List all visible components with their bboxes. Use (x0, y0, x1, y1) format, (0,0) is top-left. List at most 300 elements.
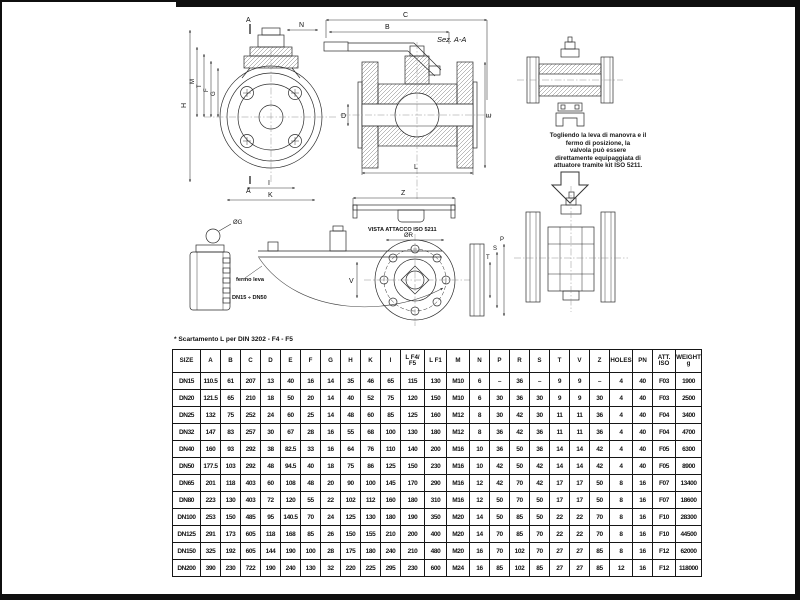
value-cell: 3400 (676, 407, 702, 424)
lever-swing-drawing (245, 226, 443, 307)
value-cell: 230 (425, 458, 447, 475)
value-cell: 24 (321, 509, 341, 526)
dim-label-a-bottom: A (246, 188, 251, 195)
value-cell: 103 (221, 458, 241, 475)
value-cell: 8 (470, 424, 490, 441)
value-cell: 50 (490, 509, 510, 526)
iso-bracket-caption: VISTA ATTACCO ISO 5211 (368, 227, 437, 233)
page-border-bottom (0, 594, 800, 600)
dim-label-t2: T (486, 255, 490, 261)
value-cell: 20 (301, 390, 321, 407)
note-line: Togliendo la leva di manovra e il (549, 132, 647, 139)
value-cell: 168 (281, 526, 301, 543)
dim-label-z: Z (401, 190, 406, 197)
table-row (173, 560, 702, 577)
value-cell: 16 (321, 424, 341, 441)
value-cell: 177.5 (201, 458, 221, 475)
value-cell: 82.5 (281, 441, 301, 458)
value-cell: 27 (550, 560, 570, 577)
iso-bracket-drawing (353, 205, 455, 222)
value-cell: 16 (633, 492, 653, 509)
value-cell: 75 (341, 458, 361, 475)
value-cell: 22 (570, 509, 590, 526)
value-cell: 28 (301, 424, 321, 441)
table-row (173, 526, 702, 543)
value-cell: 14 (321, 373, 341, 390)
value-cell: 390 (201, 560, 221, 577)
value-cell: 4700 (676, 424, 702, 441)
value-cell: F03 (653, 390, 676, 407)
size-cell: DN50 (173, 458, 201, 475)
value-cell: 27 (570, 543, 590, 560)
value-cell: 42 (510, 424, 530, 441)
note-line: valvola può essere (569, 147, 627, 155)
value-cell: M16 (447, 441, 470, 458)
column-header: HOLES (610, 350, 633, 373)
value-cell: 40 (633, 373, 653, 390)
value-cell: 16 (633, 509, 653, 526)
value-cell: 14 (321, 407, 341, 424)
value-cell: 14 (550, 458, 570, 475)
value-cell: 17 (570, 475, 590, 492)
value-cell: 50 (281, 390, 301, 407)
value-cell: 2500 (676, 390, 702, 407)
table-row (173, 475, 702, 492)
value-cell: 85 (530, 560, 550, 577)
value-cell: 13400 (676, 475, 702, 492)
column-header: P (490, 350, 510, 373)
value-cell: 600 (425, 560, 447, 577)
column-header: ATT. ISO (653, 350, 676, 373)
dim-label-n: N (299, 22, 305, 29)
value-cell: 65 (221, 390, 241, 407)
page-border-top (176, 0, 800, 7)
value-cell: 110 (381, 441, 401, 458)
actuator-ready-valve-drawing (514, 186, 628, 312)
value-cell: 17 (550, 475, 570, 492)
column-header: D (261, 350, 281, 373)
value-cell: 120 (281, 492, 301, 509)
value-cell: 85 (381, 407, 401, 424)
value-cell: 230 (401, 560, 425, 577)
value-cell: 16 (470, 560, 490, 577)
value-cell: 130 (425, 373, 447, 390)
value-cell: 76 (361, 441, 381, 458)
value-cell: 140 (401, 441, 425, 458)
value-cell: 85 (510, 509, 530, 526)
value-cell: 8 (610, 475, 633, 492)
column-header: V (570, 350, 590, 373)
value-cell: 36 (490, 424, 510, 441)
lever-stop-label: fermo leva (236, 277, 264, 283)
value-cell: 6 (470, 390, 490, 407)
value-cell: 11 (570, 424, 590, 441)
value-cell: 115 (401, 373, 425, 390)
value-cell: 52 (361, 390, 381, 407)
value-cell: F05 (653, 441, 676, 458)
iso-pad-dimensions (357, 240, 504, 316)
value-cell: 64 (341, 441, 361, 458)
column-header: R (510, 350, 530, 373)
value-cell: 350 (425, 509, 447, 526)
table-row (173, 543, 702, 560)
size-cell: DN15 (173, 373, 201, 390)
value-cell: 70 (510, 492, 530, 509)
value-cell: 110.5 (201, 373, 221, 390)
value-cell: 1900 (676, 373, 702, 390)
size-cell: DN40 (173, 441, 201, 458)
actuator-note (512, 132, 684, 170)
value-cell: 50 (490, 492, 510, 509)
page-border-left (0, 0, 2, 600)
value-cell: F03 (653, 373, 676, 390)
size-cell: DN100 (173, 509, 201, 526)
value-cell: 230 (221, 560, 241, 577)
dim-label-v: V (349, 278, 354, 285)
value-cell: 144 (261, 543, 281, 560)
value-cell: M16 (447, 458, 470, 475)
column-header: C (241, 350, 261, 373)
dim-label-g: G (211, 91, 217, 96)
value-cell: 14 (570, 441, 590, 458)
value-cell: 102 (341, 492, 361, 509)
value-cell: 36 (510, 373, 530, 390)
value-cell: 192 (221, 543, 241, 560)
value-cell: 50 (530, 509, 550, 526)
value-cell: 40 (633, 390, 653, 407)
value-cell: 60 (361, 407, 381, 424)
value-cell: – (530, 373, 550, 390)
value-cell: 485 (241, 509, 261, 526)
table-row (173, 509, 702, 526)
value-cell: 155 (361, 526, 381, 543)
value-cell: 112 (361, 492, 381, 509)
value-cell: 190 (261, 560, 281, 577)
dim-label-a-top: A (246, 17, 251, 24)
column-header: F (301, 350, 321, 373)
value-cell: M20 (447, 543, 470, 560)
value-cell: 118000 (676, 560, 702, 577)
note-line: attuatore tramite kit ISO 5211. (553, 162, 643, 170)
value-cell: 180 (425, 424, 447, 441)
size-cell: DN25 (173, 407, 201, 424)
value-cell: 130 (221, 492, 241, 509)
value-cell: 40 (341, 390, 361, 407)
value-cell: 722 (241, 560, 261, 577)
value-cell: 36 (510, 390, 530, 407)
value-cell: 85 (510, 526, 530, 543)
value-cell: 46 (361, 373, 381, 390)
value-cell: 292 (241, 458, 261, 475)
value-cell: 55 (301, 492, 321, 509)
value-cell: 30 (530, 407, 550, 424)
value-cell: 33 (301, 441, 321, 458)
value-cell: 210 (401, 543, 425, 560)
table-row (173, 407, 702, 424)
value-cell: 403 (241, 475, 261, 492)
value-cell: 36 (590, 407, 610, 424)
value-cell: 150 (401, 458, 425, 475)
value-cell: 14 (550, 441, 570, 458)
value-cell: 93 (221, 441, 241, 458)
value-cell: 160 (381, 492, 401, 509)
value-cell: 50 (510, 441, 530, 458)
value-cell: F04 (653, 407, 676, 424)
page-border-right (795, 0, 800, 600)
dim-label-i: I (268, 180, 270, 187)
size-cell: DN125 (173, 526, 201, 543)
value-cell: 8900 (676, 458, 702, 475)
value-cell: 16 (633, 475, 653, 492)
value-cell: 50 (530, 492, 550, 509)
value-cell: 30 (490, 390, 510, 407)
note-line: direttamente equipaggiata di (555, 154, 641, 162)
value-cell: 210 (381, 526, 401, 543)
table-header-row (173, 350, 702, 373)
value-cell: 102 (510, 560, 530, 577)
value-cell: 20 (321, 475, 341, 492)
value-cell: 70 (490, 526, 510, 543)
value-cell: M20 (447, 509, 470, 526)
value-cell: 70 (510, 475, 530, 492)
value-cell: 14 (321, 390, 341, 407)
value-cell: 36 (530, 441, 550, 458)
value-cell: 8 (610, 526, 633, 543)
value-cell: 190 (401, 509, 425, 526)
value-cell: 9 (570, 390, 590, 407)
value-cell: 605 (241, 543, 261, 560)
value-cell: 118 (221, 475, 241, 492)
value-cell: 18 (321, 458, 341, 475)
value-cell: 9 (550, 373, 570, 390)
value-cell: 8 (610, 492, 633, 509)
dim-label-p: P (500, 237, 505, 243)
value-cell: 16 (633, 560, 653, 577)
table-row (173, 441, 702, 458)
value-cell: M16 (447, 492, 470, 509)
value-cell: M10 (447, 373, 470, 390)
value-cell: 42 (530, 475, 550, 492)
value-cell: 100 (301, 543, 321, 560)
dn-range-label: DN15 ÷ DN50 (232, 295, 267, 301)
column-header: K (361, 350, 381, 373)
value-cell: 190 (281, 543, 301, 560)
size-cell: DN65 (173, 475, 201, 492)
value-cell: 55 (341, 424, 361, 441)
value-cell: 200 (425, 441, 447, 458)
page-border-top-left (0, 0, 176, 2)
size-cell: DN80 (173, 492, 201, 509)
size-cell: DN32 (173, 424, 201, 441)
value-cell: 480 (425, 543, 447, 560)
value-cell: 42 (490, 458, 510, 475)
value-cell: 292 (241, 441, 261, 458)
side-view-valve-drawing (517, 37, 623, 126)
value-cell: 223 (201, 492, 221, 509)
value-cell: 18 (261, 390, 281, 407)
column-header: PN (633, 350, 653, 373)
value-cell: 75 (221, 407, 241, 424)
column-header: T (550, 350, 570, 373)
column-header: I (381, 350, 401, 373)
value-cell: 60 (261, 475, 281, 492)
value-cell: 120 (401, 390, 425, 407)
value-cell: 70 (590, 509, 610, 526)
value-cell: 12 (470, 475, 490, 492)
value-cell: 100 (361, 475, 381, 492)
value-cell: 40 (633, 407, 653, 424)
value-cell: – (490, 373, 510, 390)
value-cell: 11 (570, 407, 590, 424)
value-cell: 42 (510, 407, 530, 424)
value-cell: 16 (301, 373, 321, 390)
value-cell: 125 (381, 458, 401, 475)
value-cell: 240 (281, 560, 301, 577)
value-cell: 11 (550, 407, 570, 424)
value-cell: 252 (241, 407, 261, 424)
value-cell: 27 (550, 543, 570, 560)
value-cell: 4 (610, 390, 633, 407)
down-arrow-icon (552, 172, 588, 203)
value-cell: 12 (610, 560, 633, 577)
value-cell: 38 (261, 441, 281, 458)
size-cell: DN200 (173, 560, 201, 577)
value-cell: F10 (653, 509, 676, 526)
iso-bracket-dimension (353, 198, 455, 205)
value-cell: 220 (341, 560, 361, 577)
column-header: S (530, 350, 550, 373)
value-cell: 4 (610, 458, 633, 475)
value-cell: 30 (530, 390, 550, 407)
value-cell: 605 (241, 526, 261, 543)
value-cell: 145 (381, 475, 401, 492)
value-cell: 295 (381, 560, 401, 577)
value-cell: 24 (261, 407, 281, 424)
value-cell: 4 (610, 373, 633, 390)
column-header: L F4/ F5 (401, 350, 425, 373)
value-cell: 30 (261, 424, 281, 441)
value-cell: 207 (241, 373, 261, 390)
value-cell: 68 (361, 424, 381, 441)
value-cell: M16 (447, 475, 470, 492)
value-cell: 70 (590, 526, 610, 543)
value-cell: 75 (381, 390, 401, 407)
value-cell: 50 (590, 492, 610, 509)
note-line: fermo di posizione, la (565, 139, 631, 147)
column-header: Z (590, 350, 610, 373)
value-cell: M10 (447, 390, 470, 407)
column-header: M (447, 350, 470, 373)
value-cell: 108 (281, 475, 301, 492)
value-cell: 22 (550, 509, 570, 526)
value-cell: 25 (301, 407, 321, 424)
value-cell: – (590, 373, 610, 390)
value-cell: 35 (341, 373, 361, 390)
value-cell: 16 (633, 526, 653, 543)
value-cell: 30 (590, 390, 610, 407)
dim-label-b: B (385, 24, 390, 31)
value-cell: 13 (261, 373, 281, 390)
dim-label-k: K (268, 192, 273, 199)
value-cell: 36 (590, 424, 610, 441)
dim-label-s: S (493, 246, 498, 252)
value-cell: 180 (401, 492, 425, 509)
value-cell: F05 (653, 458, 676, 475)
value-cell: 94.5 (281, 458, 301, 475)
size-cell: DN20 (173, 390, 201, 407)
value-cell: 150 (221, 509, 241, 526)
value-cell: 40 (633, 458, 653, 475)
column-header: B (221, 350, 241, 373)
value-cell: 48 (341, 407, 361, 424)
dim-label-e: E (486, 113, 493, 118)
value-cell: 17 (570, 492, 590, 509)
value-cell: 32 (321, 560, 341, 577)
table-row (173, 373, 702, 390)
value-cell: 10 (470, 458, 490, 475)
value-cell: 62000 (676, 543, 702, 560)
value-cell: 22 (570, 526, 590, 543)
value-cell: 160 (425, 407, 447, 424)
value-cell: F04 (653, 424, 676, 441)
value-cell: 180 (361, 543, 381, 560)
value-cell: 48 (301, 475, 321, 492)
value-cell: 403 (241, 492, 261, 509)
value-cell: 291 (201, 526, 221, 543)
dim-label-c: C (403, 12, 409, 19)
value-cell: 70 (490, 543, 510, 560)
value-cell: 61 (221, 373, 241, 390)
value-cell: 42 (590, 458, 610, 475)
value-cell: 200 (401, 526, 425, 543)
value-cell: 150 (425, 390, 447, 407)
value-cell: 10 (470, 441, 490, 458)
value-cell: 240 (381, 543, 401, 560)
value-cell: 290 (425, 475, 447, 492)
value-cell: 11 (550, 424, 570, 441)
value-cell: 210 (241, 390, 261, 407)
value-cell: 173 (221, 526, 241, 543)
value-cell: 14 (470, 526, 490, 543)
table-row (173, 390, 702, 407)
grip-diameter-label: ØG (233, 220, 243, 226)
value-cell: 40 (633, 424, 653, 441)
value-cell: 72 (261, 492, 281, 509)
value-cell: 14 (570, 458, 590, 475)
value-cell: 22 (321, 492, 341, 509)
value-cell: 40 (633, 441, 653, 458)
value-cell: 130 (301, 560, 321, 577)
value-cell: 40 (281, 373, 301, 390)
value-cell: 83 (221, 424, 241, 441)
value-cell: 16 (633, 543, 653, 560)
value-cell: 170 (401, 475, 425, 492)
value-cell: 4 (610, 424, 633, 441)
value-cell: 44500 (676, 526, 702, 543)
value-cell: F07 (653, 492, 676, 509)
value-cell: M24 (447, 560, 470, 577)
lever-grip-drawing (190, 224, 231, 310)
value-cell: 121.5 (201, 390, 221, 407)
value-cell: 8 (610, 509, 633, 526)
column-header: E (281, 350, 301, 373)
value-cell: 325 (201, 543, 221, 560)
value-cell: 85 (301, 526, 321, 543)
value-cell: 6 (470, 373, 490, 390)
value-cell: 36 (490, 441, 510, 458)
dim-label-t: T (197, 84, 203, 88)
size-cell: DN150 (173, 543, 201, 560)
